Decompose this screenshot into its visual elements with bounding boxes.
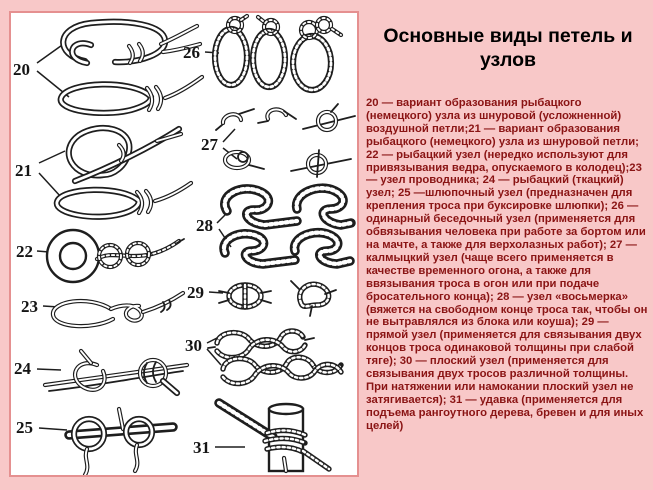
text-column xyxy=(366,24,650,433)
figure-label-27: 27 xyxy=(201,135,218,154)
legend-text: 20 — вариант образования рыбацкого (немецкого) узла из шнуровой (усложненной) воздушной петли;21 — вариант образования рыбацкого (немецкого) узла из шнуровой петли; 22 — рыбацкий узел (нередко используют для привязывания ведра, опускаемого в колодец);23 — узел проводника; 24 — рыбацкий (ткацкий) узел; 25 —шлюпочный узел (предназначен для крепления троса при буксировке шлюпки); 26 — одинарный беседочный узел (применяется для обвязывания человека при работе за бортом или на мачте, а также для верхолазных работ); 27 — калмыцкий узел (чаще всего применяется в качестве временного огона, а также для ввязывания троса в огон или при подаче бросательного конца); 28 — узел «восьмерка» (вяжется на свободном конце троса так, чтобы он не вытравлялся из блока или коуша); 29 — прямой узел (применяется для связывания двух концов троса одинаковой толщины при слабой тяге); 30 — плоский узел (применяется для связывания двух тросов различной толщины. При натяжении или намокании плоский узел не затягивается); 31 — удавка (применяется для подъема рангоутного дерева, бревен и для иных целей) xyxy=(366,97,648,432)
figure-label-20: 20 xyxy=(13,60,30,79)
knot-20b xyxy=(61,77,202,113)
knot-27 xyxy=(216,104,355,177)
knot-28 xyxy=(224,188,351,264)
figure-labels xyxy=(13,43,219,457)
knots-figure-panel xyxy=(9,11,359,477)
figure-label-30: 30 xyxy=(185,336,202,355)
slide-title: Основные виды петель и узлов xyxy=(383,25,633,71)
figure-label-31: 31 xyxy=(193,438,210,457)
knot-31 xyxy=(219,403,329,471)
knots-figure xyxy=(11,13,357,475)
figure-label-24: 24 xyxy=(14,359,31,378)
knot-30 xyxy=(208,331,341,384)
figure-label-23: 23 xyxy=(21,297,38,316)
knot-21b xyxy=(57,183,191,217)
figure-label-22: 22 xyxy=(16,242,33,261)
knot-20a xyxy=(63,22,200,63)
knot-22 xyxy=(47,230,184,282)
knot-26 xyxy=(215,16,341,90)
knot-29 xyxy=(219,281,336,316)
figure-label-25: 25 xyxy=(16,418,33,437)
figure-label-26: 26 xyxy=(183,43,200,62)
figure-label-29: 29 xyxy=(187,283,204,302)
figure-label-28: 28 xyxy=(196,216,213,235)
knot-24 xyxy=(45,351,187,393)
knot-25 xyxy=(69,409,173,475)
figure-label-21: 21 xyxy=(15,161,32,180)
knot-21a xyxy=(69,128,181,181)
knot-23 xyxy=(53,293,183,326)
